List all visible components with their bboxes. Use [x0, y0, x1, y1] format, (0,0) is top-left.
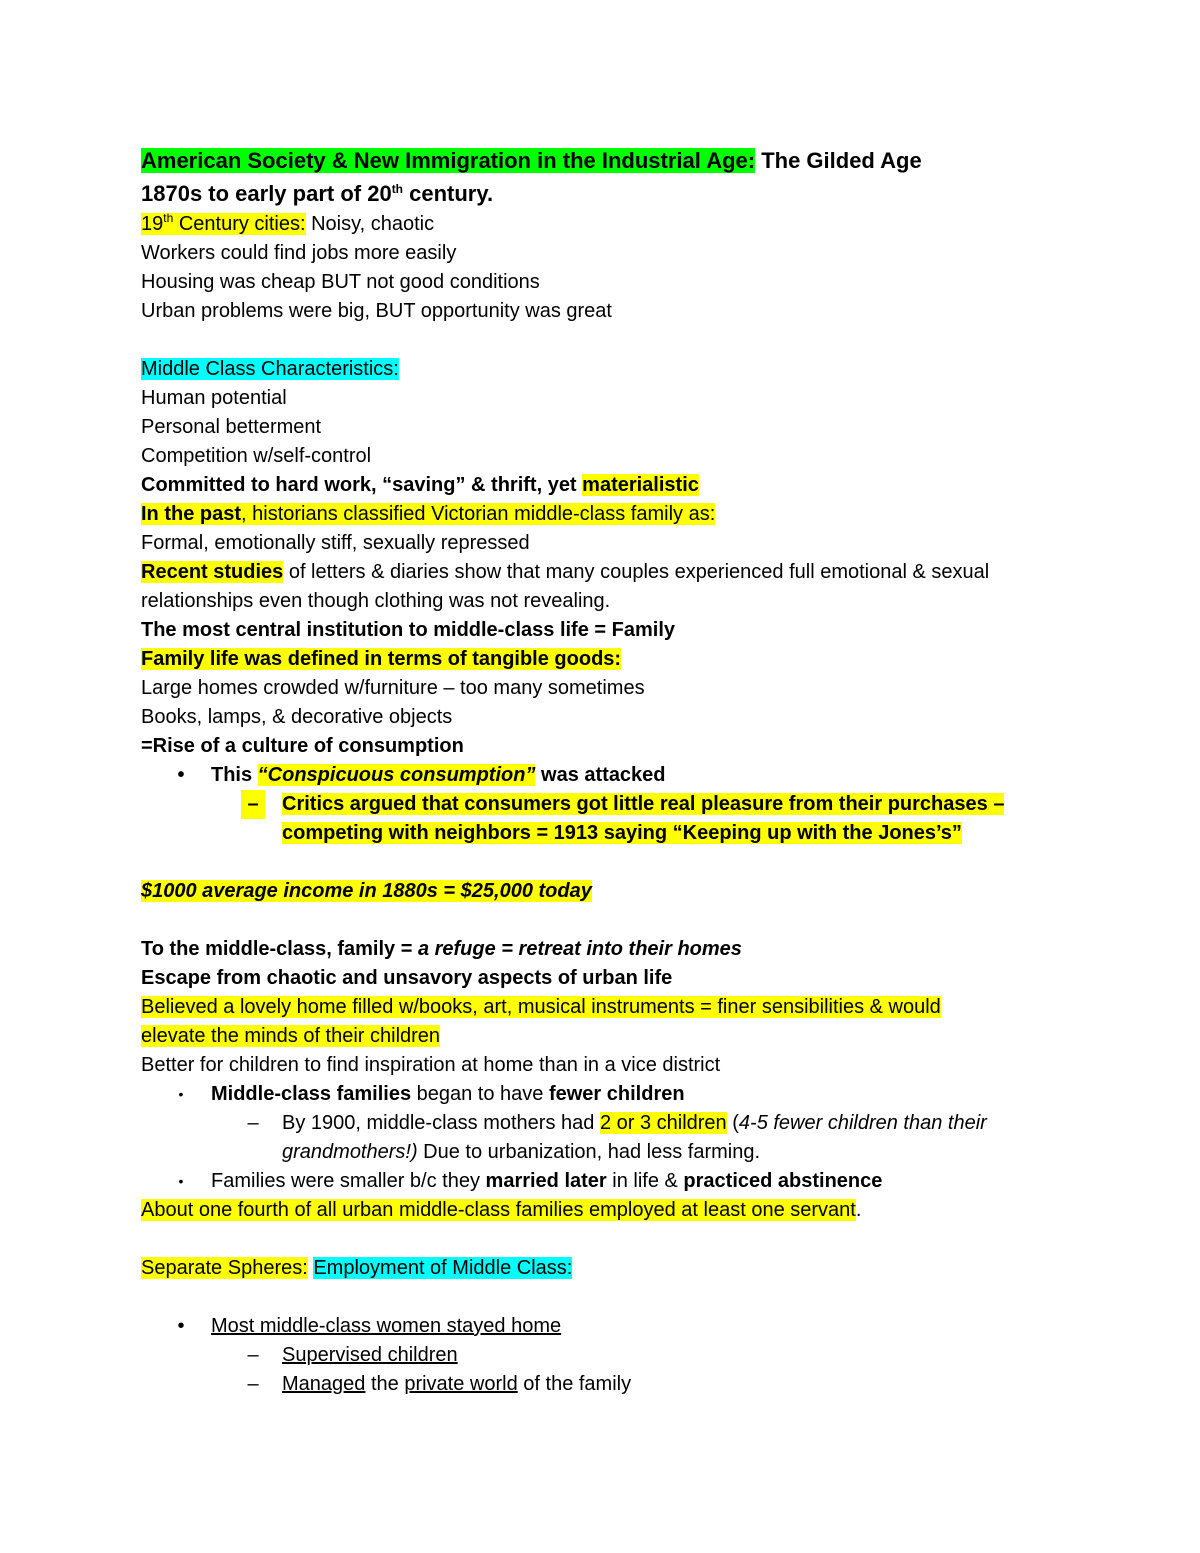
dash-icon: – — [241, 790, 265, 819]
spacer — [141, 1283, 1071, 1312]
list-item: – Managed the private world of the family — [141, 1370, 1071, 1399]
document-body — [141, 144, 1071, 1399]
refuge-line: To the middle-class, family = a refuge = retreat into their homes — [141, 938, 742, 960]
list-item: – By 1900, middle-class mothers had 2 or 3 children (4-5 fewer children than their — [141, 1109, 1071, 1138]
list-item-cont: competing with neighbors = 1913 saying “Keeping up with the Jones’s” — [282, 822, 962, 844]
homes-line: Large homes crowded w/furniture – too many sometimes — [141, 677, 645, 699]
income-line: $1000 average income in 1880s = $25,000 today — [141, 880, 592, 902]
bullet-icon: • — [178, 1173, 184, 1189]
formal-line: Formal, emotionally stiff, sexually repressed — [141, 532, 530, 554]
list-item: • Middle-class families began to have fewer children — [141, 1080, 1071, 1109]
document-title: American Society & New Immigration in the Industrial Age: The Gilded Age — [141, 148, 922, 173]
dash-icon: – — [247, 1344, 259, 1366]
escape-line: Escape from chaotic and unsavory aspects of urban life — [141, 967, 673, 989]
list-item-cont: grandmothers!) Due to urbanization, had less farming. — [282, 1141, 761, 1163]
spacer — [141, 1225, 1071, 1254]
recent-studies-line: Recent studies of letters & diaries show that many couples experienced full emotional & sexual — [141, 561, 990, 583]
dash-icon: – — [247, 1373, 259, 1395]
rise-line: =Rise of a culture of consumption — [141, 735, 464, 757]
cities-label: 19th Century cities: — [141, 211, 306, 235]
cities-line: 19th Century cities: Noisy, chaotic — [141, 211, 435, 235]
list-item: – Critics argued that consumers got little real pleasure from their purchases – — [141, 790, 1071, 819]
cities-line: Workers could find jobs more easily — [141, 242, 457, 264]
spacer — [141, 326, 1071, 355]
list-item: • This “Conspicuous consumption” was attacked — [141, 761, 1071, 790]
list-item: • Families were smaller b/c they married later in life & practiced abstinence — [141, 1167, 1071, 1196]
past-line: In the past, historians classified Victorian middle-class family as: — [141, 503, 716, 525]
central-institution-line: The most central institution to middle-class life = Family — [141, 619, 675, 641]
committed-line: Committed to hard work, “saving” & thrift, yet materialistic — [141, 474, 699, 496]
servant-line: About one fourth of all urban middle-class families employed at least one servant. — [141, 1199, 862, 1221]
dash-icon: – — [247, 1112, 259, 1134]
believed-line: Believed a lovely home filled w/books, art, musical instruments = finer sensibilities & would — [141, 996, 941, 1018]
cities-line: Urban problems were big, BUT opportunity was great — [141, 300, 612, 322]
spacer — [141, 906, 1071, 935]
better-line: Better for children to find inspiration at home than in a vice district — [141, 1054, 721, 1076]
recent-studies-line-cont: relationships even though clothing was not revealing. — [141, 590, 611, 612]
bullet-icon: • — [177, 764, 185, 786]
family-life-line: Family life was defined in terms of tangible goods: — [141, 648, 622, 670]
characteristic-item: Competition w/self-control — [141, 445, 372, 467]
books-line: Books, lamps, & decorative objects — [141, 706, 453, 728]
characteristic-item: Human potential — [141, 387, 287, 409]
date-range: 1870s to early part of 20th century. — [141, 181, 494, 206]
bullet-icon: • — [177, 1315, 185, 1337]
list-item: – Supervised children — [141, 1341, 1071, 1370]
spacer — [141, 848, 1071, 877]
believed-line-cont: elevate the minds of their children — [141, 1025, 441, 1047]
characteristic-item: Personal betterment — [141, 416, 322, 438]
middle-class-heading: Middle Class Characteristics: — [141, 358, 399, 380]
title-highlight: American Society & New Immigration in the Industrial Age: — [141, 148, 756, 173]
list-item: • Most middle-class women stayed home — [141, 1312, 1071, 1341]
spheres-heading: Separate Spheres: Employment of Middle Class: — [141, 1257, 573, 1279]
bullet-icon: • — [178, 1086, 184, 1102]
cities-line: Housing was cheap BUT not good conditions — [141, 271, 540, 293]
